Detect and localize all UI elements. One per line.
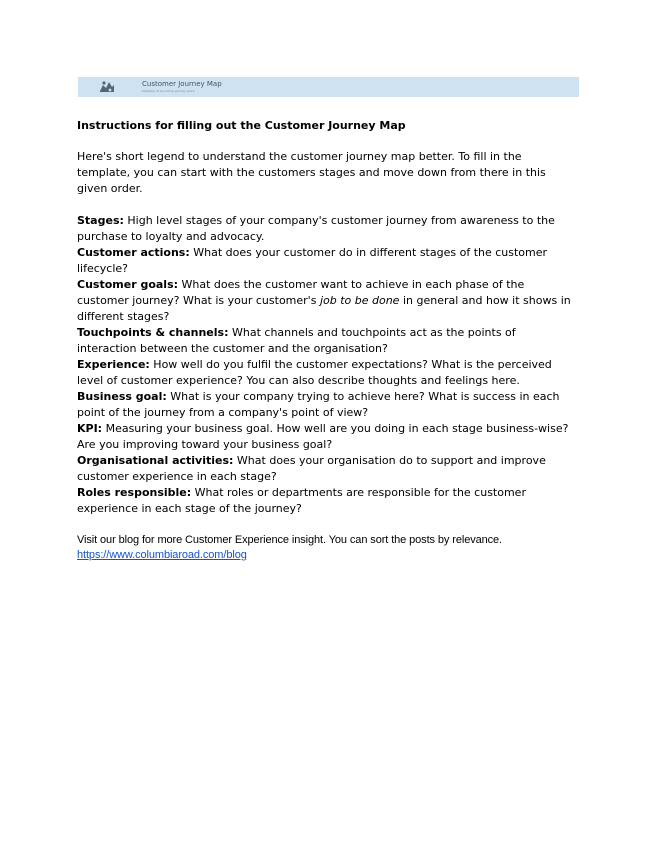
- legend-item-kpi: [77, 421, 577, 453]
- header-banner: [78, 77, 579, 97]
- banner-subtitle: Example of an online grocery store: [142, 89, 195, 93]
- intro-paragraph: Here's short legend to understand the customer journey map better. To fill in the template, you can start with the customers stages and move down from there in this given order.: [77, 150, 546, 195]
- document-body: [77, 118, 577, 563]
- footer-note: [77, 533, 577, 563]
- legend-description: What roles or departments are responsible for the customer experience in each stage of the journey?: [77, 486, 526, 515]
- legend-item-business-goal: [77, 389, 577, 421]
- columbia-road-logo-icon: [98, 79, 116, 95]
- document-heading: Instructions for filling out the Customer Journey Map: [77, 119, 406, 132]
- legend-item-experience: [77, 357, 577, 389]
- legend-item-stages: [77, 213, 577, 245]
- legend-term: Organisational activities:: [77, 454, 234, 467]
- legend-description: What does your organisation do to support and improve customer experience in each stage?: [77, 454, 546, 483]
- legend-term: Experience:: [77, 358, 150, 371]
- legend-term: Stages:: [77, 214, 124, 227]
- legend-emphasis: job to be done: [319, 294, 400, 307]
- legend-item-customer-goals: [77, 277, 577, 325]
- legend-term: Business goal:: [77, 390, 167, 403]
- legend-item-customer-actions: [77, 245, 577, 277]
- legend-description: What does the customer want to achieve in each phase of the customer journey? What is your customer's: [77, 278, 525, 307]
- legend-term: Customer goals:: [77, 278, 179, 291]
- legend-term: KPI:: [77, 422, 103, 435]
- legend-list: [77, 213, 577, 517]
- legend-item-roles-responsible: [77, 485, 577, 517]
- legend-term: Roles responsible:: [77, 486, 192, 499]
- legend-item-organisational-activities: [77, 453, 577, 485]
- legend-term: Customer actions:: [77, 246, 190, 259]
- legend-description: What channels and touchpoints act as the points of interaction between the customer and the organisation?: [77, 326, 516, 355]
- legend-description: How well do you fulfil the customer expectations? What is the perceived level of customer experience? You can also describe thoughts and feelings here.: [77, 358, 552, 387]
- legend-description: What does your customer do in different stages of the customer lifecycle?: [77, 246, 548, 275]
- legend-description: in general and how it shows in different stages?: [77, 294, 571, 323]
- legend-term: Touchpoints & channels:: [77, 326, 229, 339]
- legend-item-touchpoints: [77, 325, 577, 357]
- legend-description: Measuring your business goal. How well are you doing in each stage business-wise? Are you improving toward your business goal?: [77, 422, 569, 451]
- legend-description: What is your company trying to achieve here? What is success in each point of the journey from a company's point of view?: [77, 390, 560, 419]
- banner-title: Customer Journey Map: [142, 80, 222, 88]
- blog-link[interactable]: https://www.columbiaroad.com/blog: [77, 549, 247, 561]
- legend-description: High level stages of your company's customer journey from awareness to the purchase to loyalty and advocacy.: [77, 214, 555, 243]
- footer-text: Visit our blog for more Customer Experience insight. You can sort the posts by relevance.: [77, 534, 503, 546]
